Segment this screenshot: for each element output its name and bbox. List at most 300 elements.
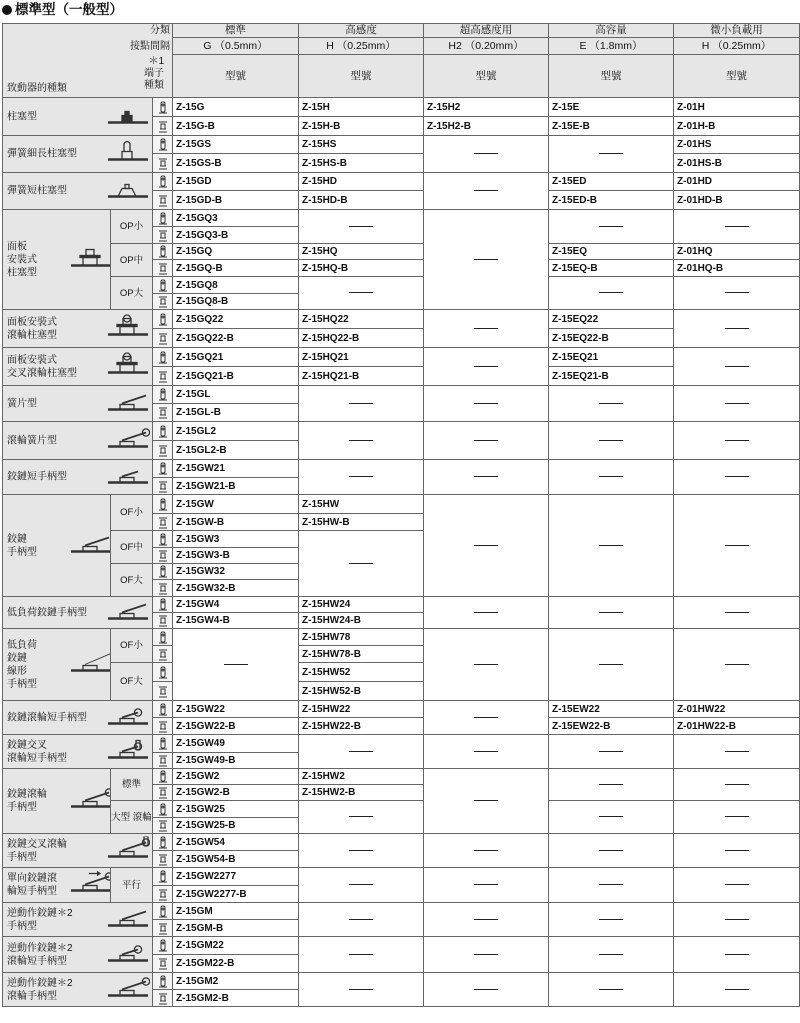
not-available-dash [424, 136, 549, 173]
table-row [3, 868, 800, 886]
model-number: Z-01H [674, 98, 800, 117]
actuator-cell [3, 629, 111, 701]
actuator-label: 逆動作鉸鏈＊2 手柄型 [7, 907, 73, 932]
model-number: Z-15GD-B [173, 191, 299, 210]
header-col-1: 標準 [173, 24, 299, 38]
not-available-dash [424, 460, 549, 495]
actuator-label: 簧片型 [7, 398, 37, 409]
model-number: Z-15EQ21-B [549, 367, 674, 386]
screw-terminal-icon [153, 404, 173, 422]
model-number: Z-15GQ21 [173, 348, 299, 367]
actuator-label: 逆動作鉸鏈＊2 滾輪短手柄型 [7, 942, 73, 967]
not-available-dash [424, 868, 549, 903]
header-gap-5: H （0.25mm） [674, 38, 800, 55]
not-available-dash [424, 973, 549, 1007]
header-label-actuator: 致動器的種類 [7, 83, 67, 94]
table-row [3, 136, 800, 154]
actuator-label: 面板安裝式 交叉滾輪柱塞型 [7, 354, 77, 379]
hinge-lever-icon [69, 531, 111, 560]
not-available-dash [549, 597, 674, 629]
not-available-dash [674, 903, 800, 937]
actuator-label: 彈簧短柱塞型 [7, 185, 67, 197]
solder-terminal-icon [153, 422, 173, 441]
model-number: Z-15HQ22-B [299, 329, 424, 348]
model-number: Z-15HS [299, 136, 424, 154]
actuator-cell [3, 98, 153, 136]
table-row [3, 386, 800, 404]
model-number: Z-01HS [674, 136, 800, 154]
model-number: Z-15GM2 [173, 973, 299, 990]
header-type-3: 型號 [424, 55, 549, 98]
screw-terminal-icon [153, 818, 173, 834]
hinge-roller-short-lever-icon [106, 703, 150, 732]
table-row [3, 801, 800, 818]
model-number: Z-15GW4 [173, 597, 299, 613]
model-number: Z-15GW2277-B [173, 886, 299, 903]
actuator-label: 鉸鏈交叉滾輪 手柄型 [7, 838, 67, 863]
model-number: Z-15GL-B [173, 404, 299, 422]
model-number: Z-15GQ8-B [173, 294, 299, 310]
screw-terminal-icon [153, 682, 173, 701]
model-number: Z-15HW22 [299, 701, 424, 718]
table-row [3, 244, 800, 260]
sub-type-label: OF小 [111, 495, 153, 531]
model-number: Z-15H-B [299, 117, 424, 136]
screw-terminal-icon [153, 785, 173, 801]
not-available-dash [299, 735, 424, 769]
model-number: Z-15GW-B [173, 514, 299, 531]
actuator-cell [3, 701, 153, 735]
solder-terminal-icon [153, 277, 173, 294]
model-number: Z-15GW21 [173, 460, 299, 478]
one-way-hinge-roller-lever-icon [69, 871, 111, 900]
solder-terminal-icon [153, 348, 173, 367]
model-number: Z-15HQ-B [299, 260, 424, 277]
model-number: Z-15HD-B [299, 191, 424, 210]
not-available-dash [424, 903, 549, 937]
screw-terminal-icon [153, 329, 173, 348]
model-number: Z-15GM22-B [173, 955, 299, 973]
not-available-dash [299, 386, 424, 422]
model-number: Z-01HS-B [674, 154, 800, 173]
not-available-dash [549, 937, 674, 973]
header-col-3: 超高感度用 [424, 24, 549, 38]
model-number: Z-01HD-B [674, 191, 800, 210]
not-available-dash [674, 386, 800, 422]
model-number: Z-15EQ [549, 244, 674, 260]
not-available-dash [299, 973, 424, 1007]
model-number: Z-15GQ [173, 244, 299, 260]
solder-terminal-icon [153, 903, 173, 920]
solder-terminal-icon [153, 735, 173, 753]
model-number: Z-15GW32 [173, 564, 299, 580]
screw-terminal-icon [153, 294, 173, 310]
not-available-dash [424, 834, 549, 868]
sub-type-label: OP小 [111, 210, 153, 244]
header-gap-3: H2 （0.20mm） [424, 38, 549, 55]
table-row [3, 937, 800, 955]
sub-type-label: OF大 [111, 564, 153, 597]
model-number: Z-15HW2 [299, 769, 424, 785]
model-number: Z-15GW22 [173, 701, 299, 718]
table-row [3, 903, 800, 920]
model-number: Z-15GD [173, 173, 299, 191]
model-number: Z-15EQ21 [549, 348, 674, 367]
screw-terminal-icon [153, 580, 173, 597]
not-available-dash [173, 629, 299, 701]
actuator-label: 低負荷鉸鏈手柄型 [7, 607, 87, 618]
model-number: Z-15HQ21 [299, 348, 424, 367]
model-number: Z-15GS [173, 136, 299, 154]
screw-terminal-icon [153, 117, 173, 136]
model-number: Z-15HW78 [299, 629, 424, 646]
model-number: Z-15HW2-B [299, 785, 424, 801]
not-available-dash [549, 460, 674, 495]
actuator-label: 鉸鏈短手柄型 [7, 471, 67, 483]
model-number: Z-15HW [299, 495, 424, 514]
not-available-dash [674, 310, 800, 348]
not-available-dash [549, 868, 674, 903]
sub-type-label: 大型 滾輪 [111, 801, 153, 834]
solder-terminal-icon [153, 210, 173, 227]
sub-type-label: 平行 [111, 868, 153, 903]
model-number: Z-15GW [173, 495, 299, 514]
short-spring-plunger-icon [106, 177, 150, 206]
not-available-dash [299, 460, 424, 495]
solder-terminal-icon [153, 386, 173, 404]
table-row [3, 629, 800, 646]
screw-terminal-icon [153, 955, 173, 973]
screw-terminal-icon [153, 191, 173, 210]
not-available-dash [424, 769, 549, 834]
not-available-dash [549, 210, 674, 244]
model-number: Z-15GW25-B [173, 818, 299, 834]
not-available-dash [674, 460, 800, 495]
model-number: Z-15EW22 [549, 701, 674, 718]
not-available-dash [549, 277, 674, 310]
model-number: Z-15E-B [549, 117, 674, 136]
model-number: Z-15GW4-B [173, 613, 299, 629]
header-col-4: 高容量 [549, 24, 674, 38]
not-available-dash [299, 903, 424, 937]
model-number: Z-15GW3-B [173, 548, 299, 564]
solder-terminal-icon [153, 173, 173, 191]
low-force-hinge-lever-icon [106, 598, 150, 627]
model-number: Z-01HW22 [674, 701, 800, 718]
model-number: Z-15GQ3 [173, 210, 299, 227]
header-gap-1: G （0.5mm） [173, 38, 299, 55]
not-available-dash [424, 735, 549, 769]
model-number: Z-15HW22-B [299, 718, 424, 735]
header-row-category [3, 24, 800, 38]
screw-terminal-icon [153, 154, 173, 173]
model-number: Z-15ED [549, 173, 674, 191]
wire-hinge-lever-icon [69, 650, 111, 679]
reverse-hinge-roller-short-lever-icon [106, 940, 150, 969]
model-number: Z-15HW-B [299, 514, 424, 531]
screw-terminal-icon [153, 718, 173, 735]
model-number: Z-15GQ21-B [173, 367, 299, 386]
actuator-cell [3, 310, 153, 348]
header-col-2: 高感度 [299, 24, 424, 38]
table-row [3, 597, 800, 613]
model-number: Z-15HW78-B [299, 646, 424, 663]
model-number: Z-15GW2277 [173, 868, 299, 886]
solder-terminal-icon [153, 597, 173, 613]
actuator-cell [3, 173, 153, 210]
solder-terminal-icon [153, 701, 173, 718]
not-available-dash [424, 422, 549, 460]
not-available-dash [299, 801, 424, 834]
model-number: Z-15GQ-B [173, 260, 299, 277]
header-col-5: 微小負載用 [674, 24, 800, 38]
model-number: Z-15GW25 [173, 801, 299, 818]
model-number: Z-15G [173, 98, 299, 117]
not-available-dash [424, 348, 549, 386]
not-available-dash [674, 735, 800, 769]
not-available-dash [674, 868, 800, 903]
solder-terminal-icon [153, 663, 173, 682]
model-number: Z-15HD [299, 173, 424, 191]
not-available-dash [674, 629, 800, 701]
screw-terminal-icon [153, 548, 173, 564]
not-available-dash [549, 386, 674, 422]
header-gap-2: H （0.25mm） [299, 38, 424, 55]
header-note: ＊1 [148, 56, 165, 67]
sub-type-label: OF大 [111, 663, 153, 701]
not-available-dash [674, 210, 800, 244]
model-number: Z-15GM [173, 903, 299, 920]
not-available-dash [424, 937, 549, 973]
actuator-cell [3, 868, 111, 903]
actuator-label: 鉸鏈滾輪 手柄型 [7, 789, 47, 813]
header-type-2: 型號 [299, 55, 424, 98]
actuator-label: 面板 安裝式 柱塞型 [7, 241, 37, 278]
header-label-kind: 種類 [144, 80, 165, 91]
model-number: Z-15GW22-B [173, 718, 299, 735]
model-number: Z-01HQ-B [674, 260, 800, 277]
model-number: Z-01HW22-B [674, 718, 800, 735]
not-available-dash [299, 834, 424, 868]
model-number: Z-15HQ [299, 244, 424, 260]
table-row [3, 973, 800, 990]
screw-terminal-icon [153, 227, 173, 244]
not-available-dash [299, 277, 424, 310]
not-available-dash [549, 495, 674, 597]
sub-type-label: OF小 [111, 629, 153, 663]
model-number: Z-15HQ22 [299, 310, 424, 329]
not-available-dash [674, 422, 800, 460]
table-row [3, 173, 800, 191]
actuator-cell [3, 460, 153, 495]
not-available-dash [424, 173, 549, 210]
screw-terminal-icon [153, 367, 173, 386]
model-number: Z-15GL2 [173, 422, 299, 441]
screw-terminal-icon [153, 514, 173, 531]
model-number: Z-15E [549, 98, 674, 117]
not-available-dash [424, 495, 549, 597]
actuator-cell [3, 495, 111, 597]
screw-terminal-icon [153, 920, 173, 937]
solder-terminal-icon [153, 868, 173, 886]
model-number: Z-15GQ22 [173, 310, 299, 329]
solder-terminal-icon [153, 460, 173, 478]
header-type-1: 型號 [173, 55, 299, 98]
bullet-icon [2, 5, 12, 15]
table-row [3, 735, 800, 753]
table-row [3, 769, 800, 785]
not-available-dash [549, 735, 674, 769]
solder-terminal-icon [153, 136, 173, 154]
hinge-roller-lever-icon [69, 787, 111, 816]
screw-terminal-icon [153, 851, 173, 868]
model-number: Z-15GW32-B [173, 580, 299, 597]
reverse-hinge-lever-icon [106, 905, 150, 934]
table-row [3, 834, 800, 851]
not-available-dash [424, 629, 549, 701]
table-row [3, 277, 800, 294]
actuator-label: 鉸鏈 手柄型 [7, 533, 37, 558]
leaf-spring-icon [106, 389, 150, 418]
not-available-dash [424, 386, 549, 422]
actuator-cell [3, 210, 111, 310]
solder-terminal-icon [153, 244, 173, 260]
model-number: Z-15GW49-B [173, 753, 299, 769]
table-row [3, 422, 800, 441]
not-available-dash [549, 769, 674, 801]
not-available-dash [549, 801, 674, 834]
screw-terminal-icon [153, 990, 173, 1007]
actuator-label: 低負荷 鉸鏈 線形 手柄型 [7, 639, 37, 690]
model-number: Z-15GQ3-B [173, 227, 299, 244]
not-available-dash [299, 210, 424, 244]
model-number: Z-15ED-B [549, 191, 674, 210]
table-row [3, 701, 800, 718]
not-available-dash [424, 310, 549, 348]
not-available-dash [674, 769, 800, 801]
model-number: Z-15GW2 [173, 769, 299, 785]
spring-pin-plunger-icon [106, 140, 150, 169]
model-number: Z-15GS-B [173, 154, 299, 173]
screw-terminal-icon [153, 886, 173, 903]
not-available-dash [674, 937, 800, 973]
actuator-cell [3, 903, 153, 937]
actuator-label: 面板安裝式 滾輪柱塞型 [7, 316, 57, 341]
model-number: Z-15HQ21-B [299, 367, 424, 386]
actuator-label: 單向鉸鏈滾 輪短手柄型 [7, 873, 57, 897]
actuator-label: 鉸鏈交叉 滾輪短手柄型 [7, 739, 67, 764]
table-row [3, 460, 800, 478]
page-title: 標準型（一般型） [2, 0, 123, 22]
header-type-4: 型號 [549, 55, 674, 98]
model-number: Z-15GM2-B [173, 990, 299, 1007]
not-available-dash [549, 903, 674, 937]
not-available-dash [549, 629, 674, 701]
screw-terminal-icon [153, 753, 173, 769]
plunger-icon [106, 102, 150, 131]
panel-mount-roller-plunger-icon [106, 314, 150, 343]
solder-terminal-icon [153, 495, 173, 514]
model-number: Z-15EQ22 [549, 310, 674, 329]
not-available-dash [299, 868, 424, 903]
table-row [3, 495, 800, 514]
actuator-cell [3, 973, 153, 1007]
table-row [3, 348, 800, 367]
not-available-dash [299, 422, 424, 460]
not-available-dash [549, 136, 674, 173]
not-available-dash [424, 597, 549, 629]
solder-terminal-icon [153, 531, 173, 548]
model-number: Z-15GW49 [173, 735, 299, 753]
model-number: Z-15GW21-B [173, 478, 299, 495]
header-label-gap: 接點間隔 [130, 41, 171, 52]
not-available-dash [674, 348, 800, 386]
panel-mount-cross-roller-plunger-icon [106, 352, 150, 381]
model-number: Z-15EQ-B [549, 260, 674, 277]
actuator-cell [3, 735, 153, 769]
actuator-cell [3, 422, 153, 460]
model-number: Z-15GM22 [173, 937, 299, 955]
header-type-5: 型號 [674, 55, 800, 98]
not-available-dash [299, 937, 424, 973]
sub-type-label: OF中 [111, 531, 153, 564]
actuator-cell [3, 834, 153, 868]
solder-terminal-icon [153, 834, 173, 851]
solder-terminal-icon [153, 629, 173, 646]
actuator-cell [3, 769, 111, 834]
not-available-dash [674, 597, 800, 629]
model-number: Z-15G-B [173, 117, 299, 136]
model-number: Z-15H2-B [424, 117, 549, 136]
header-label-category: 分類 [150, 25, 171, 36]
actuator-label: 彈簧細長柱塞型 [7, 148, 77, 160]
table-row [3, 210, 800, 227]
not-available-dash [674, 277, 800, 310]
model-number: Z-15GW3 [173, 531, 299, 548]
model-number: Z-15GW54 [173, 834, 299, 851]
model-number: Z-01HQ [674, 244, 800, 260]
model-number: Z-15GM-B [173, 920, 299, 937]
solder-terminal-icon [153, 937, 173, 955]
sub-type-label: OP大 [111, 277, 153, 310]
actuator-label: 柱塞型 [7, 111, 37, 122]
model-number: Z-15GQ8 [173, 277, 299, 294]
model-number: Z-15H [299, 98, 424, 117]
model-number: Z-15GQ22-B [173, 329, 299, 348]
screw-terminal-icon [153, 613, 173, 629]
not-available-dash [674, 834, 800, 868]
hinge-cross-roller-lever-icon [106, 836, 150, 865]
actuator-cell [3, 136, 153, 173]
actuator-cell [3, 937, 153, 973]
screw-terminal-icon [153, 260, 173, 277]
model-number: Z-15EQ22-B [549, 329, 674, 348]
model-number: Z-15GW54-B [173, 851, 299, 868]
not-available-dash [674, 801, 800, 834]
screw-terminal-icon [153, 478, 173, 495]
not-available-dash [549, 973, 674, 1007]
actuator-cell [3, 348, 153, 386]
model-table [2, 23, 800, 1007]
sub-type-label: 標準 [111, 769, 153, 801]
not-available-dash [549, 422, 674, 460]
actuator-label: 逆動作鉸鏈＊2 滾輪手柄型 [7, 977, 73, 1002]
model-number: Z-15GL [173, 386, 299, 404]
not-available-dash [549, 834, 674, 868]
model-number: Z-15GL2-B [173, 441, 299, 460]
header-gap-4: E （1.8mm） [549, 38, 674, 55]
solder-terminal-icon [153, 564, 173, 580]
